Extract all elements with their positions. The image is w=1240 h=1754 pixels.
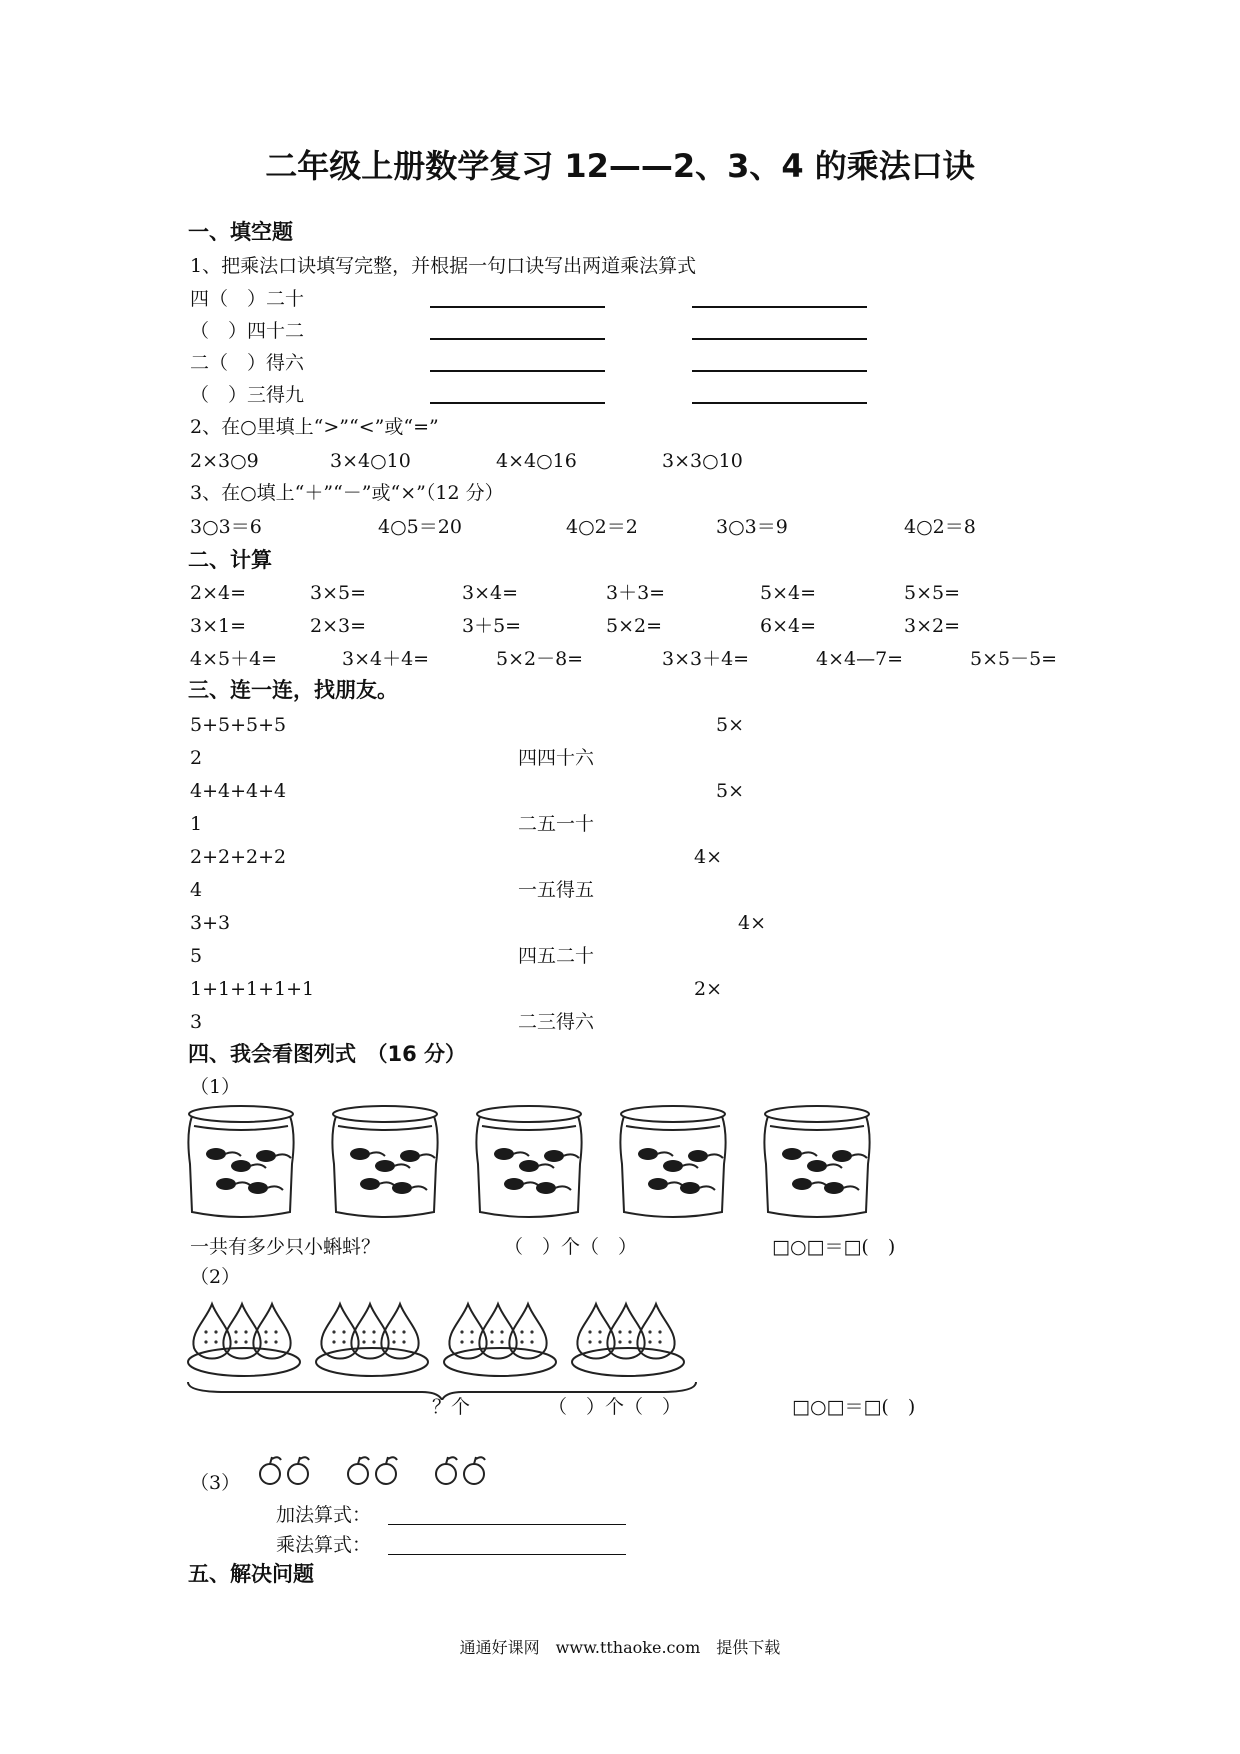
addition-answer-line[interactable] [388,1524,626,1525]
tadpole-icon [544,1150,564,1162]
q3-item-5: 4○2＝8 [904,516,976,538]
problem-2-label: （2） [190,1266,241,1288]
q1-prompt: 1、把乘法口诀填写完整，并根据一句口诀写出两道乘法算式 [190,255,697,277]
apples-illustration [254,1452,524,1492]
tadpole-icon [248,1182,268,1194]
tadpole-icon [256,1150,276,1162]
problem-2-blank[interactable]: （ ）个（ ） [548,1396,682,1418]
match-middle-item[interactable]: 二三得六 [518,1011,595,1033]
match-middle-item[interactable]: 四四十六 [518,747,595,769]
calc-item: 3＋3= [606,582,666,604]
answer-line[interactable] [692,306,867,308]
match-middle-item[interactable]: 二五一十 [518,813,595,835]
page-title: 二年级上册数学复习 12——2、3、4 的乘法口诀 [265,147,975,185]
tadpole-icon [494,1148,514,1160]
section-1-heading: 一、填空题 [188,220,293,244]
problem-1-blank[interactable]: （ ）个（ ） [504,1236,638,1258]
match-left-item[interactable]: 2+2+2+2 [190,846,287,868]
calc-item: 3×4= [462,582,519,604]
q3-item-4: 3○3＝9 [716,516,788,538]
q1-row-3: 二（ ）得六 [190,352,305,374]
section-2-heading: 二、计算 [188,548,272,572]
calc-item: 2×4= [190,582,247,604]
q2-prompt: 2、在○里填上“>”“<”或“=” [190,416,439,438]
calc-item: 4×4—7= [816,648,904,670]
calc-item: 5×4= [760,582,817,604]
answer-line[interactable] [692,370,867,372]
plate-of-pears-icon [316,1304,428,1376]
calc-item: 5×2= [606,615,663,637]
tadpole-icon [536,1182,556,1194]
match-middle-item[interactable]: 四五二十 [518,945,595,967]
tadpole-icon [231,1160,251,1172]
match-right-item[interactable]: 4× [694,846,723,868]
match-left-item[interactable]: 5+5+5+5 [190,714,287,736]
multiplication-label: 乘法算式： [276,1534,372,1556]
q2-item-1: 2×3○9 [190,450,259,472]
plate-of-pears-icon [444,1304,556,1376]
problem-1-formula[interactable]: □○□＝□( ) [772,1236,896,1258]
tadpole-icon [648,1178,668,1190]
tadpole-icon [832,1150,852,1162]
tadpole-icon [782,1148,802,1160]
problem-3-label: （3） [190,1472,241,1494]
match-left-item[interactable]: 5 [190,945,203,967]
apple-icon [348,1457,369,1484]
q1-row-4: （ ）三得九 [190,384,305,406]
plate-of-pears-icon [572,1304,684,1376]
tadpole-icon [504,1178,524,1190]
tadpole-jars-illustration [186,1104,886,1224]
q3-item-2: 4○5＝20 [378,516,462,538]
answer-line[interactable] [692,338,867,340]
multiplication-answer-line[interactable] [388,1554,626,1555]
answer-line[interactable] [692,402,867,404]
plate-of-pears-icon [188,1304,300,1376]
tadpole-icon [824,1182,844,1194]
calc-item: 3＋5= [462,615,522,637]
match-left-item[interactable]: 4 [190,879,203,901]
q2-item-2: 3×4○10 [330,450,411,472]
calc-item: 3×3＋4= [662,648,750,670]
match-left-item[interactable]: 1 [190,813,203,835]
apple-icon [288,1457,309,1484]
answer-line[interactable] [430,370,605,372]
match-right-item[interactable]: 5× [716,714,745,736]
tadpole-icon [807,1160,827,1172]
problem-2-count-label: ？个 [432,1396,471,1418]
q2-item-3: 4×4○16 [496,450,577,472]
match-right-item[interactable]: 5× [716,780,745,802]
jar-icon [476,1106,581,1217]
tadpole-icon [519,1160,539,1172]
apple-icon [376,1457,397,1484]
answer-line[interactable] [430,306,605,308]
tadpole-icon [792,1178,812,1190]
tadpole-icon [375,1160,395,1172]
jar-icon [764,1106,869,1217]
tadpole-icon [638,1148,658,1160]
section-3-heading: 三、连一连，找朋友。 [188,678,398,702]
pear-plates-illustration [186,1290,726,1400]
tadpole-icon [400,1150,420,1162]
calc-item: 6×4= [760,615,817,637]
tadpole-icon [680,1182,700,1194]
jar-icon [332,1106,437,1217]
match-right-item[interactable]: 4× [738,912,767,934]
q1-row-1: 四（ ）二十 [190,288,305,310]
q3-item-1: 3○3＝6 [190,516,262,538]
calc-item: 3×5= [310,582,367,604]
match-left-item[interactable]: 3 [190,1011,203,1033]
match-left-item[interactable]: 3+3 [190,912,231,934]
calc-item: 2×3= [310,615,367,637]
answer-line[interactable] [430,402,605,404]
addition-label: 加法算式： [276,1504,372,1526]
match-left-item[interactable]: 4+4+4+4 [190,780,287,802]
section-4-heading: 四、我会看图列式 （16 分） [188,1042,467,1066]
tadpole-icon [206,1148,226,1160]
apple-icon [436,1457,457,1484]
calc-item: 5×5= [904,582,961,604]
match-left-item[interactable]: 1+1+1+1+1 [190,978,315,1000]
footer-credit: 通通好课网 www.tthaoke.com 提供下载 [459,1638,781,1657]
tadpole-icon [663,1160,683,1172]
jar-icon [620,1106,725,1217]
q3-item-3: 4○2＝2 [566,516,638,538]
problem-1-question: 一共有多少只小蝌蚪？ [190,1236,381,1258]
q1-row-2: （ ）四十二 [190,320,305,342]
tadpole-icon [360,1178,380,1190]
tadpole-icon [392,1182,412,1194]
problem-2-formula[interactable]: □○□＝□( ) [792,1396,916,1418]
problem-1-label: （1） [190,1076,241,1098]
match-middle-item[interactable]: 一五得五 [518,879,595,901]
tadpole-icon [688,1150,708,1162]
match-left-item[interactable]: 2 [190,747,203,769]
calc-item: 3×2= [904,615,961,637]
apple-icon [464,1457,485,1484]
calc-item: 4×5＋4= [190,648,278,670]
tadpole-icon [216,1178,236,1190]
calc-item: 5×2－8= [496,648,584,670]
answer-line[interactable] [430,338,605,340]
apple-icon [260,1457,281,1484]
match-right-item[interactable]: 2× [694,978,723,1000]
q3-prompt: 3、在○填上“＋”“－”或“×”（12 分） [190,482,504,504]
calc-item: 3×1= [190,615,247,637]
calc-item: 3×4＋4= [342,648,430,670]
calc-item: 5×5－5= [970,648,1058,670]
q2-item-4: 3×3○10 [662,450,743,472]
section-5-heading: 五、解决问题 [188,1562,314,1586]
tadpole-icon [350,1148,370,1160]
jar-icon [188,1106,293,1217]
